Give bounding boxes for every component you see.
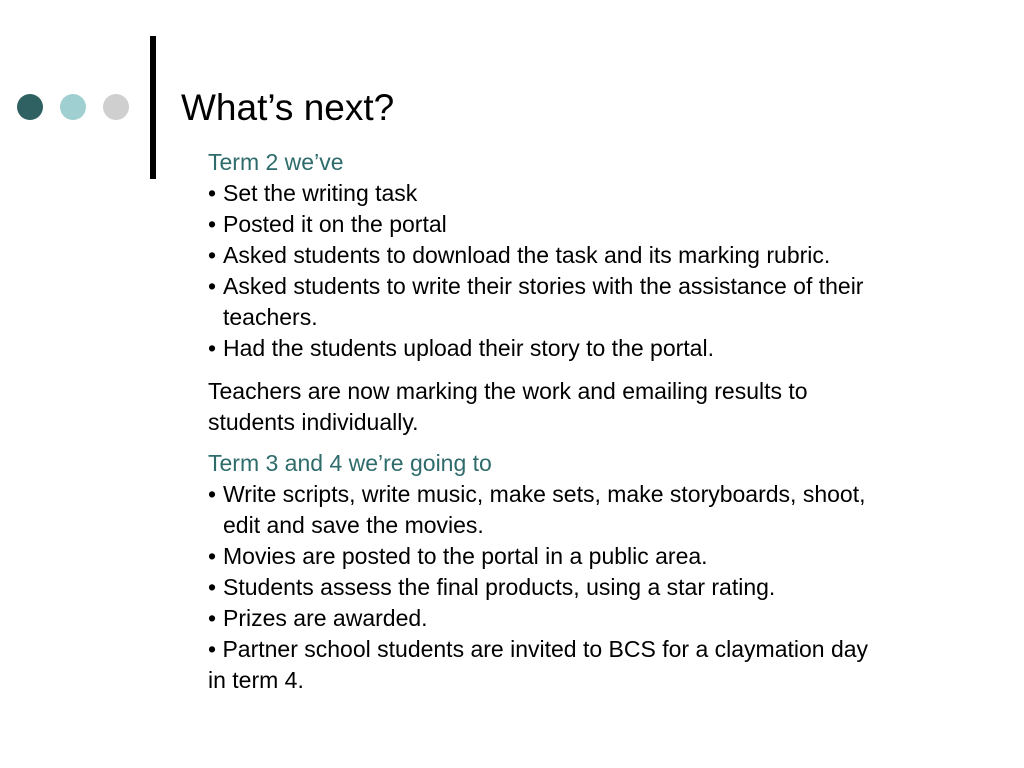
decorative-dot-light bbox=[60, 94, 86, 120]
title-divider bbox=[150, 36, 156, 179]
term2-heading: Term 2 we’ve bbox=[208, 149, 344, 175]
term34-bullet: • Write scripts, write music, make sets, make storyboards, shoot, edit and save the movies. bbox=[208, 479, 888, 541]
decorative-dot-dark bbox=[17, 94, 43, 120]
term34-last-item: • Partner school students are invited to BCS for a claymation day in term 4. bbox=[208, 636, 869, 693]
term34-bullet: • Students assess the final products, using a star rating. bbox=[208, 572, 888, 603]
slide-body bbox=[208, 147, 888, 696]
term2-bullet: • Asked students to write their stories with the assistance of their teachers. bbox=[208, 271, 888, 333]
term2-bullet: • Set the writing task bbox=[208, 178, 888, 209]
term34-bullet: • Movies are posted to the portal in a public area. bbox=[208, 541, 888, 572]
status-paragraph: Teachers are now marking the work and emailing results to students individually. bbox=[208, 378, 808, 435]
term2-bullet: • Had the students upload their story to the portal. bbox=[208, 333, 888, 364]
slide-title: What’s next? bbox=[181, 87, 395, 128]
term34-bullet: • Prizes are awarded. bbox=[208, 603, 888, 634]
term2-bullet: • Posted it on the portal bbox=[208, 209, 888, 240]
decorative-dot-grey bbox=[103, 94, 129, 120]
term2-bullet: • Asked students to download the task and its marking rubric. bbox=[208, 240, 888, 271]
term34-heading: Term 3 and 4 we’re going to bbox=[208, 450, 492, 476]
